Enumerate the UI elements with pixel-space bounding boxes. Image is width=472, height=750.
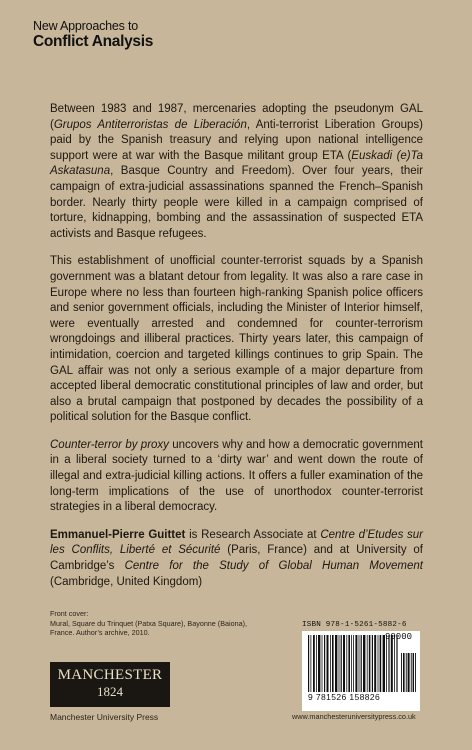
blurb bbox=[50, 102, 423, 602]
paragraph-2: This establishment of unofficial counter-terrorist squads by a Spanish government was a blatant detour from legality. It was also a rare case in Europe where no less than fourteen high-ranking Spanish police officers and senior government officials, including the Minister of Interior himself, were eventually arrested and condemned for counter-terrorism wrongdoings and illiberal practices. Thirty years later, this campaign of intimidation, coercion and targeted killings continues to grip Spain. The GAL affair was not only a serious example of a major departure from accepted liberal democratic constitutional principles of law and order, but also a brutal campaign that postponed by decades the possibility of a political solution for the Basque conflict. bbox=[50, 255, 423, 424]
author-bio: Emmanuel-Pierre Guittet is Research Associate at Centre d’Etudes sur les Conflits, Liberté et Sécurité (Paris, France) and at University of Cambridge’s Centre for the Study of Global Human Movement (Cambridge, United Kingdom) bbox=[50, 528, 424, 588]
paragraph-3: Counter-terror by proxy uncovers why and how a democratic government in a liberal society turned to a ‘dirty war’ and went down the route of illegal and extra-judicial killing actions. It offers a fuller examination of the long-term implications of the use of unorthodox counter-terrorist strategies in a liberal democracy. bbox=[50, 438, 423, 514]
barcode-digits: 9 781526 158826 bbox=[308, 692, 418, 702]
series-line-2: Conflict Analysis bbox=[33, 32, 154, 50]
isbn-text: ISBN 978-1-5261-5882-6 bbox=[302, 621, 407, 629]
series-line-1: New Approaches to bbox=[33, 19, 138, 33]
series-title bbox=[33, 20, 153, 49]
author-name: Emmanuel-Pierre Guittet bbox=[50, 528, 186, 541]
publisher-website: www.manchesteruniversitypress.co.uk bbox=[292, 712, 416, 721]
publisher-name: Manchester University Press bbox=[50, 712, 159, 722]
cover-credit: Front cover: Mural, Square du Trinquet (Patxa Square), Bayonne (Baiona), France. Author’s archive, 2010. bbox=[50, 609, 247, 638]
publisher-logo: MANCHESTER 1824 bbox=[50, 662, 170, 707]
price-code: 90000 bbox=[385, 632, 413, 642]
paragraph-1: Between 1983 and 1987, mercenaries adopting the pseudonym GAL (Grupos Antiterroristas de Liberación, Anti-terrorist Liberation Groups) paid by the Spanish treasury and relying upon national intelligence support were at war with the Basque militant group ETA (Euskadi (e)Ta Askatasuna, Basque Country and Freedom). Over four years, their campaign of extra-judicial assassinations spanned the French–Spanish border. Nearly thirty people were killed in a campaign comprised of torture, kidnapping, bombing and the assassination of suspected ETA activists and Basque refugees. bbox=[50, 103, 424, 240]
